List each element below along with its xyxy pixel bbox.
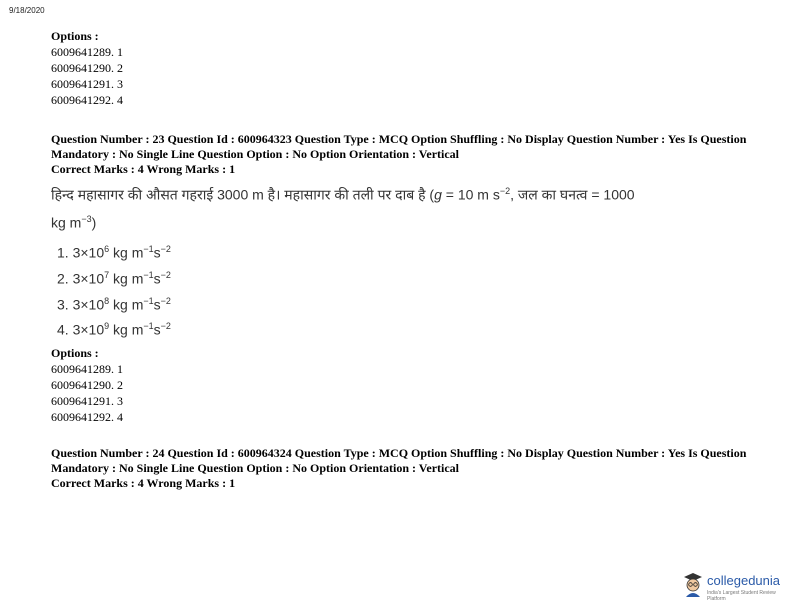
question-23 xyxy=(51,132,771,425)
option-id-line: 6009641290. 2 xyxy=(51,377,123,392)
question-text-part: हिन्द महासागर की औसत गहराई 3000 m है। महासागर की तली पर दाब है ( xyxy=(51,186,435,203)
option-id-line: 6009641291. 3 xyxy=(51,77,123,91)
choice-unit-s: s xyxy=(153,296,161,313)
choice-unit: kg m xyxy=(109,321,144,338)
options-label: Options : xyxy=(51,29,99,43)
answer-choice-2 xyxy=(57,264,771,290)
choice-unit-s: s xyxy=(153,270,161,287)
choice-unit: kg m xyxy=(109,244,144,261)
question-meta-line1: Question Number : 24 Question Id : 600964324 Question Type : MCQ Option Shuffling : No Display Question Number : Yes Is Question xyxy=(51,446,747,460)
question-text-sup: −3 xyxy=(81,213,92,224)
print-date: 9/18/2020 xyxy=(9,6,45,15)
question-24 xyxy=(51,446,771,491)
answer-choice-3 xyxy=(57,290,771,316)
option-id-line: 6009641290. 2 xyxy=(51,61,123,75)
options-label: Options : xyxy=(51,345,99,360)
choice-prefix: 2. 3×10 xyxy=(57,270,105,287)
answer-choice-4 xyxy=(57,315,771,341)
logo-tagline: India's Largest Student Review Platform xyxy=(707,590,776,602)
choice-prefix: 1. 3×10 xyxy=(57,244,105,261)
collegedunia-logo xyxy=(682,569,786,603)
options-block xyxy=(51,345,771,425)
choice-unit-exp: −1 xyxy=(143,321,154,332)
choice-unit-s: s xyxy=(153,244,161,261)
choice-exponent: 6 xyxy=(104,244,110,255)
choice-unit-s: s xyxy=(153,321,161,338)
option-id-line: 6009641292. 4 xyxy=(51,409,123,424)
choice-unit-exp: −2 xyxy=(160,269,171,280)
student-mascot-icon xyxy=(682,571,704,597)
question-meta-line2: Mandatory : No Single Line Question Option : No Option Orientation : Vertical xyxy=(51,461,460,475)
question-meta-line1: Question Number : 23 Question Id : 600964323 Question Type : MCQ Option Shuffling : No Display Question Number : Yes Is Question xyxy=(51,132,747,146)
option-id-line: 6009641289. 1 xyxy=(51,45,123,59)
option-id-line: 6009641289. 1 xyxy=(51,361,123,376)
choice-unit-exp: −2 xyxy=(160,321,171,332)
question-text-part: , जल का घनत्व = 1000 xyxy=(510,186,635,203)
option-id-line: 6009641291. 3 xyxy=(51,393,123,408)
question-text-sup: −2 xyxy=(499,186,511,196)
choice-unit-exp: −2 xyxy=(160,295,171,306)
choice-unit-exp: −1 xyxy=(143,295,154,306)
choice-exponent: 9 xyxy=(104,321,110,332)
question-marks: Correct Marks : 4 Wrong Marks : 1 xyxy=(51,476,236,490)
choice-prefix: 4. 3×10 xyxy=(57,321,105,338)
choice-unit: kg m xyxy=(109,296,144,313)
choice-unit-exp: −1 xyxy=(143,244,154,255)
question-text-part: = 10 m s xyxy=(441,186,500,203)
answer-choice-1 xyxy=(57,238,771,264)
choice-unit: kg m xyxy=(109,270,144,287)
question-meta-line2: Mandatory : No Single Line Question Option : No Option Orientation : Vertical xyxy=(51,147,460,161)
question-text-part: ) xyxy=(91,214,97,231)
answer-choices xyxy=(51,238,771,341)
question-text-g: g xyxy=(434,186,442,203)
question-marks: Correct Marks : 4 Wrong Marks : 1 xyxy=(51,162,236,176)
choice-exponent: 8 xyxy=(104,295,110,306)
choice-prefix: 3. 3×10 xyxy=(57,296,105,313)
choice-unit-exp: −1 xyxy=(143,269,154,280)
question-text-part: kg m xyxy=(51,214,82,231)
question-text xyxy=(51,179,771,234)
logo-wordmark: collegedunia xyxy=(707,573,781,588)
choice-unit-exp: −2 xyxy=(160,244,171,255)
option-id-line: 6009641292. 4 xyxy=(51,93,123,107)
choice-exponent: 7 xyxy=(104,269,110,280)
options-block-previous xyxy=(51,28,771,108)
